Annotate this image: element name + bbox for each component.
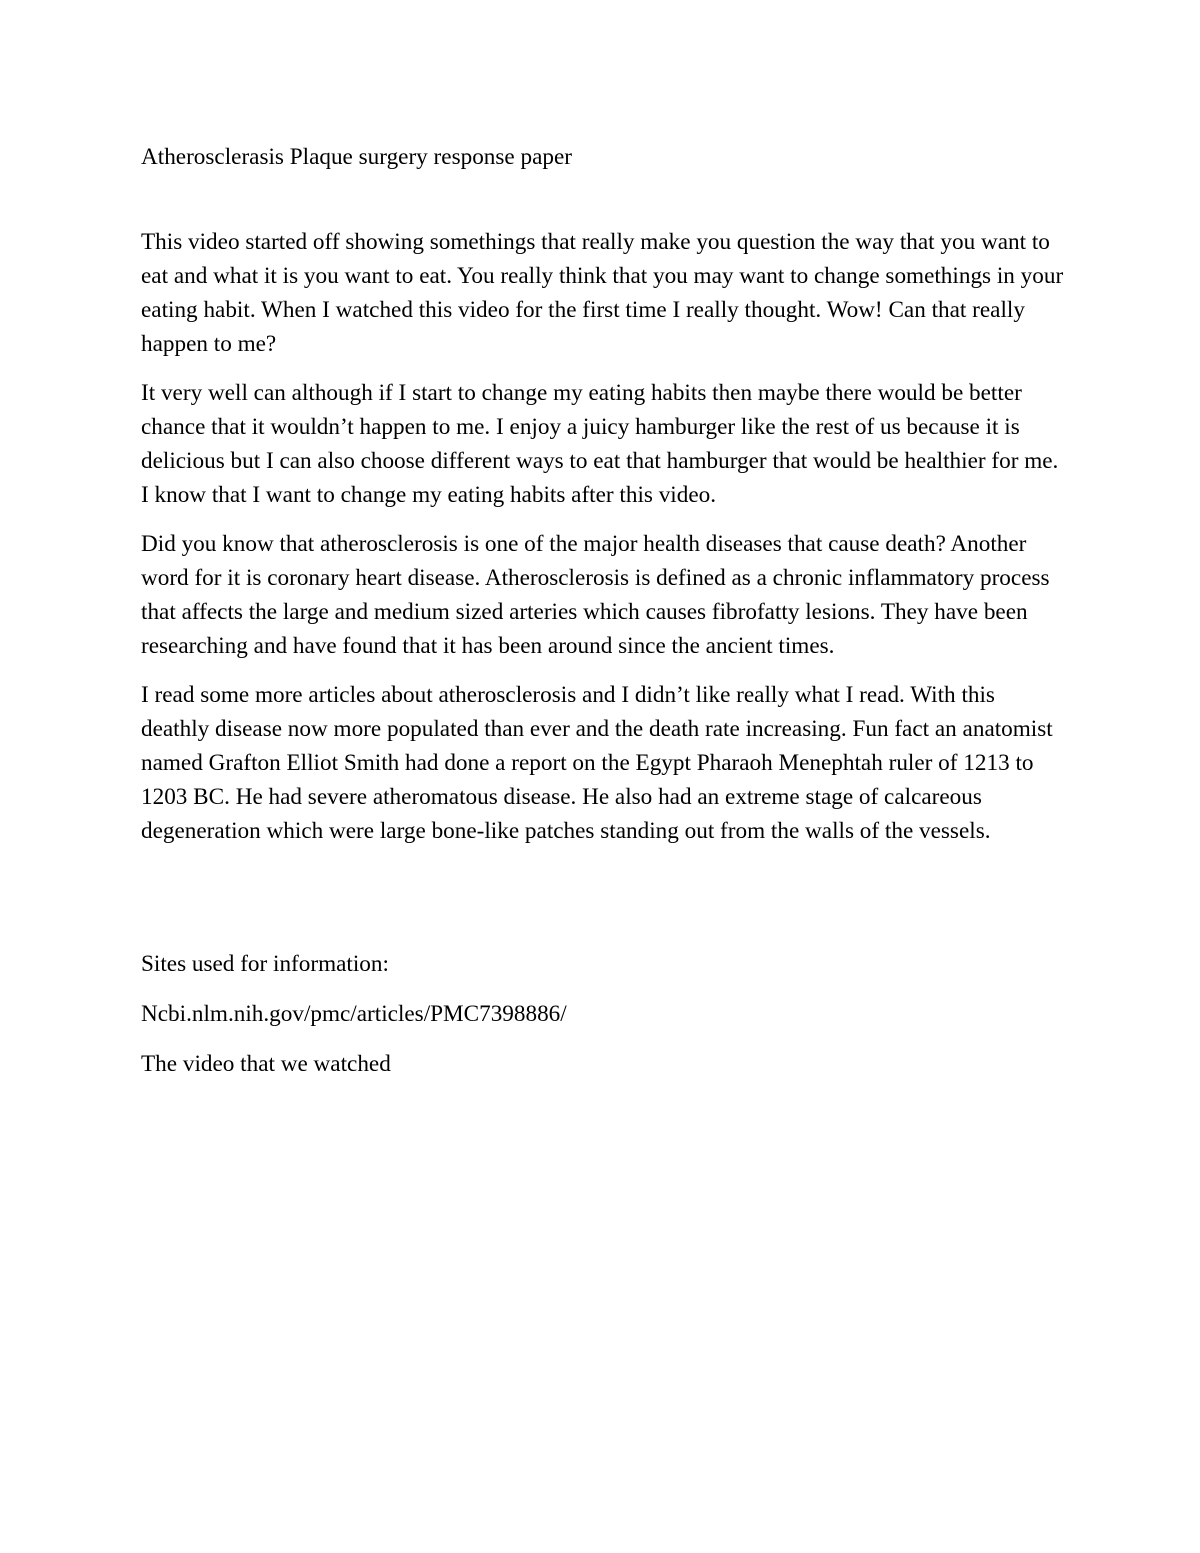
- document-title: Atherosclerasis Plaque surgery response paper: [141, 144, 572, 170]
- paragraph-3: Did you know that atherosclerosis is one of the major health diseases that cause death? Another word for it is coronary heart disease. Atherosclerosis is defined as a chronic inflammatory process that affects the large and medium sized arteries which causes fibrofatty lesions. They have been researching and have found that it has been around since the ancient times.: [141, 531, 1050, 659]
- paragraph-1: This video started off showing somethings that really make you question the way that you want to eat and what it is you want to eat. You really think that you may want to change somethings in your eating habit. When I watched this video for the first time I really thought. Wow! Can that really happen to me?: [141, 229, 1064, 357]
- paragraph-2: It very well can although if I start to change my eating habits then maybe there would be better chance that it wouldn’t happen to me. I enjoy a juicy hamburger like the rest of us because it is delicious but I can also choose different ways to eat that hamburger that would be healthier for me. I know that I want to change my eating habits after this video.: [141, 380, 1059, 508]
- source-item: The video that we watched: [141, 1051, 391, 1077]
- source-item: Ncbi.nlm.nih.gov/pmc/articles/PMC7398886/: [141, 1001, 567, 1027]
- sources-heading: Sites used for information:: [141, 951, 389, 977]
- paragraph-4: I read some more articles about atherosclerosis and I didn’t like really what I read. With this deathly disease now more populated than ever and the death rate increasing. Fun fact an anatomist named Grafton Elliot Smith had done a report on the Egypt Pharaoh Menephtah ruler of 1213 to 1203 BC. He had severe atheromatous disease. He also had an extreme stage of calcareous degeneration which were large bone-like patches standing out from the walls of the vessels.: [141, 682, 1053, 844]
- document-body: [141, 140, 1066, 1097]
- sources-section: [141, 947, 1066, 1081]
